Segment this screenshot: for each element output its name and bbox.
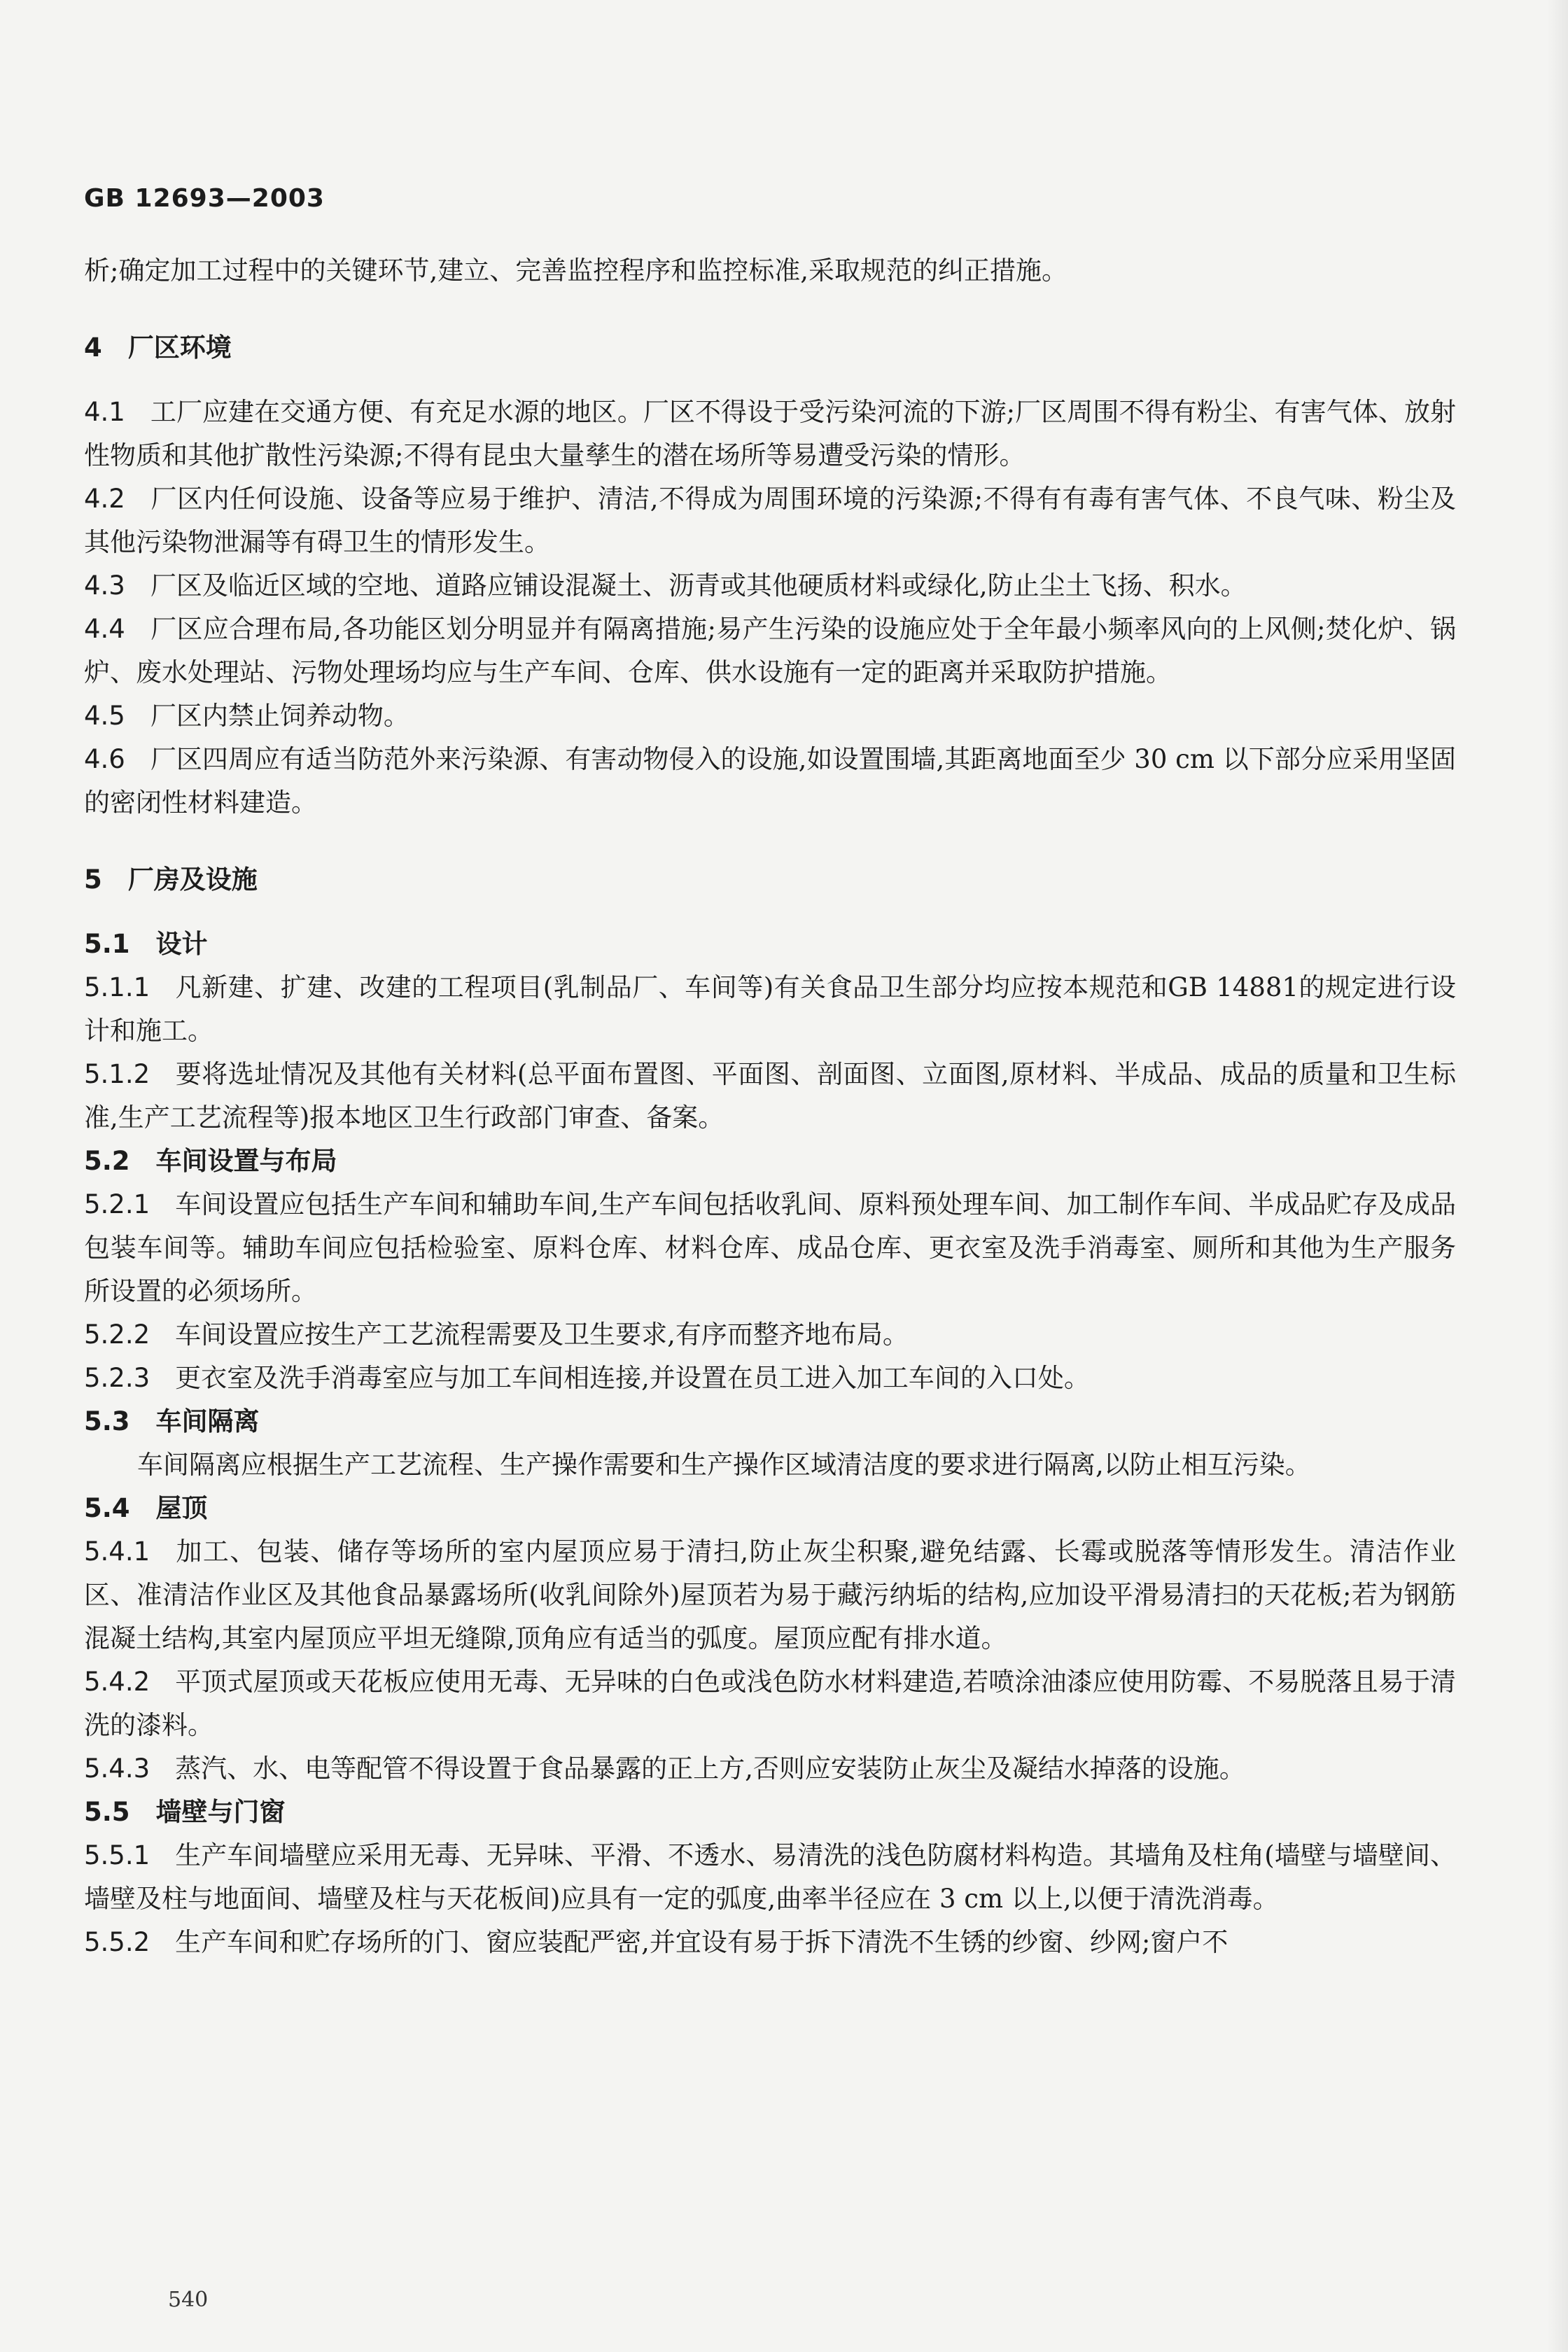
clause-5-4-3 <box>84 1747 1456 1791</box>
clause-text: 厂区内任何设施、设备等应易于维护、清洁,不得成为周围环境的污染源;不得有有毒有害气体、不良气味、粉尘及其他污染物泄漏等有碍卫生的情形发生。 <box>84 484 1456 557</box>
clause-text: 生产车间和贮存场所的门、窗应装配严密,并宜设有易于拆下清洗不生锈的纱窗、纱网;窗户不 <box>175 1927 1228 1957</box>
clause-4-1 <box>84 391 1456 477</box>
clause-5-3-text: 车间隔离应根据生产工艺流程、生产操作需要和生产操作区域清洁度的要求进行隔离,以防止相互污染。 <box>137 1450 1311 1480</box>
clause-number: 5.1.2 <box>84 1059 150 1089</box>
clause-4-5 <box>84 694 1456 738</box>
subsection-5-4-title: 5.4 屋顶 <box>84 1493 208 1523</box>
clause-4-4 <box>84 608 1456 694</box>
clause-text: 蒸汽、水、电等配管不得设置于食品暴露的正上方,否则应安装防止灰尘及凝结水掉落的设施。 <box>175 1754 1245 1784</box>
clause-text: 加工、包装、储存等场所的室内屋顶应易于清扫,防止灰尘积聚,避免结露、长霉或脱落等情形发生。清洁作业区、准清洁作业区及其他食品暴露场所(收乳间除外)屋顶若为易于藏污纳垢的结构,应加设平滑易清扫的天花板;若为钢筋混凝土结构,其室内屋顶应平坦无缝隙,顶角应有适当的弧度。屋顶应配有排水道。 <box>84 1536 1456 1653</box>
clause-number: 5.5.2 <box>84 1927 150 1957</box>
clause-text: 厂区应合理布局,各功能区划分明显并有隔离措施;易产生污染的设施应处于全年最小频率风向的上风侧;焚化炉、锅炉、废水处理站、污物处理场均应与生产车间、仓库、供水设施有一定的距离并采取防护措施。 <box>84 614 1456 687</box>
clause-number: 4.1 <box>84 397 125 427</box>
clause-number: 4.3 <box>84 570 125 601</box>
clause-text: 工厂应建在交通方便、有充足水源的地区。厂区不得设于受污染河流的下游;厂区周围不得有粉尘、有害气体、放射性物质和其他扩散性污染源;不得有昆虫大量孳生的潜在场所等易遭受污染的情形。 <box>84 397 1456 470</box>
clause-text: 凡新建、扩建、改建的工程项目(乳制品厂、车间等)有关食品卫生部分均应按本规范和GB 14881的规定进行设计和施工。 <box>84 972 1456 1046</box>
standard-code: GB 12693—2003 <box>84 184 325 213</box>
clause-number: 5.4.1 <box>84 1536 150 1567</box>
clause-5-5-2 <box>84 1921 1456 1964</box>
clause-5-1-1 <box>84 966 1456 1053</box>
clause-5-2-3 <box>84 1357 1456 1400</box>
clause-text: 车间设置应包括生产车间和辅助车间,生产车间包括收乳间、原料预处理车间、加工制作车间、半成品贮存及成品包装车间等。辅助车间应包括检验室、原料仓库、材料仓库、成品仓库、更衣室及洗手消毒室、厕所和其他为生产服务所设置的必须场所。 <box>84 1189 1456 1306</box>
clause-text: 要将选址情况及其他有关材料(总平面布置图、平面图、剖面图、立面图,原材料、半成品、成品的质量和卫生标准,生产工艺流程等)报本地区卫生行政部门审查、备案。 <box>84 1059 1456 1133</box>
clause-5-1-2 <box>84 1053 1456 1140</box>
clause-4-2 <box>84 477 1456 564</box>
clause-text: 平顶式屋顶或天花板应使用无毒、无异味的白色或浅色防水材料建造,若喷涂油漆应使用防霉、不易脱落且易于清洗的漆料。 <box>84 1667 1456 1740</box>
section-5-title: 5 厂房及设施 <box>84 864 258 895</box>
clause-text: 厂区及临近区域的空地、道路应铺设混凝土、沥青或其他硬质材料或绿化,防止尘土飞扬、积水。 <box>150 570 1247 601</box>
subsection-5-2-title: 5.2 车间设置与布局 <box>84 1146 337 1176</box>
subsection-5-1-title: 5.1 设计 <box>84 929 208 959</box>
clause-5-2-2 <box>84 1313 1456 1357</box>
clause-5-5-1 <box>84 1834 1456 1921</box>
clause-text: 厂区四周应有适当防范外来污染源、有害动物侵入的设施,如设置围墙,其距离地面至少 30 cm 以下部分应采用坚固的密闭性材料建造。 <box>84 744 1456 818</box>
clause-number: 5.2.3 <box>84 1363 150 1393</box>
clause-number: 5.2.2 <box>84 1320 150 1350</box>
clause-number: 5.5.1 <box>84 1840 150 1870</box>
clause-text: 厂区内禁止饲养动物。 <box>150 701 410 731</box>
subsection-5-3-title: 5.3 车间隔离 <box>84 1406 260 1436</box>
clause-number: 5.2.1 <box>84 1189 150 1219</box>
clause-number: 4.2 <box>84 484 125 514</box>
clause-4-6 <box>84 738 1456 825</box>
clause-number: 4.4 <box>84 614 125 644</box>
clause-5-4-2 <box>84 1660 1456 1747</box>
clause-text: 更衣室及洗手消毒室应与加工车间相连接,并设置在员工进入加工车间的入口处。 <box>175 1363 1090 1393</box>
page-number: 540 <box>168 2288 209 2312</box>
clause-number: 4.6 <box>84 744 125 774</box>
section-4-title: 4 厂区环境 <box>84 332 232 363</box>
intro-paragraph: 析;确定加工过程中的关键环节,建立、完善监控程序和监控标准,采取规范的纠正措施。 <box>84 255 1068 286</box>
scan-edge-shadow <box>1547 0 1568 2352</box>
clause-number: 4.5 <box>84 701 125 731</box>
clause-5-2-1 <box>84 1183 1456 1313</box>
clause-text: 生产车间墙壁应采用无毒、无异味、平滑、不透水、易清洗的浅色防腐材料构造。其墙角及柱角(墙壁与墙壁间、墙壁及柱与地面间、墙壁及柱与天花板间)应具有一定的弧度,曲率半径应在 3 cm 以上,以便于清洗消毒。 <box>84 1840 1456 1914</box>
clause-number: 5.4.3 <box>84 1754 150 1784</box>
clause-5-4-1 <box>84 1530 1456 1660</box>
clause-number: 5.4.2 <box>84 1667 150 1697</box>
clause-text: 车间设置应按生产工艺流程需要及卫生要求,有序而整齐地布局。 <box>175 1320 909 1350</box>
subsection-5-5-title: 5.5 墙壁与门窗 <box>84 1797 286 1827</box>
clause-4-3 <box>84 564 1456 608</box>
document-body <box>84 249 1456 1964</box>
clause-number: 5.1.1 <box>84 972 150 1002</box>
